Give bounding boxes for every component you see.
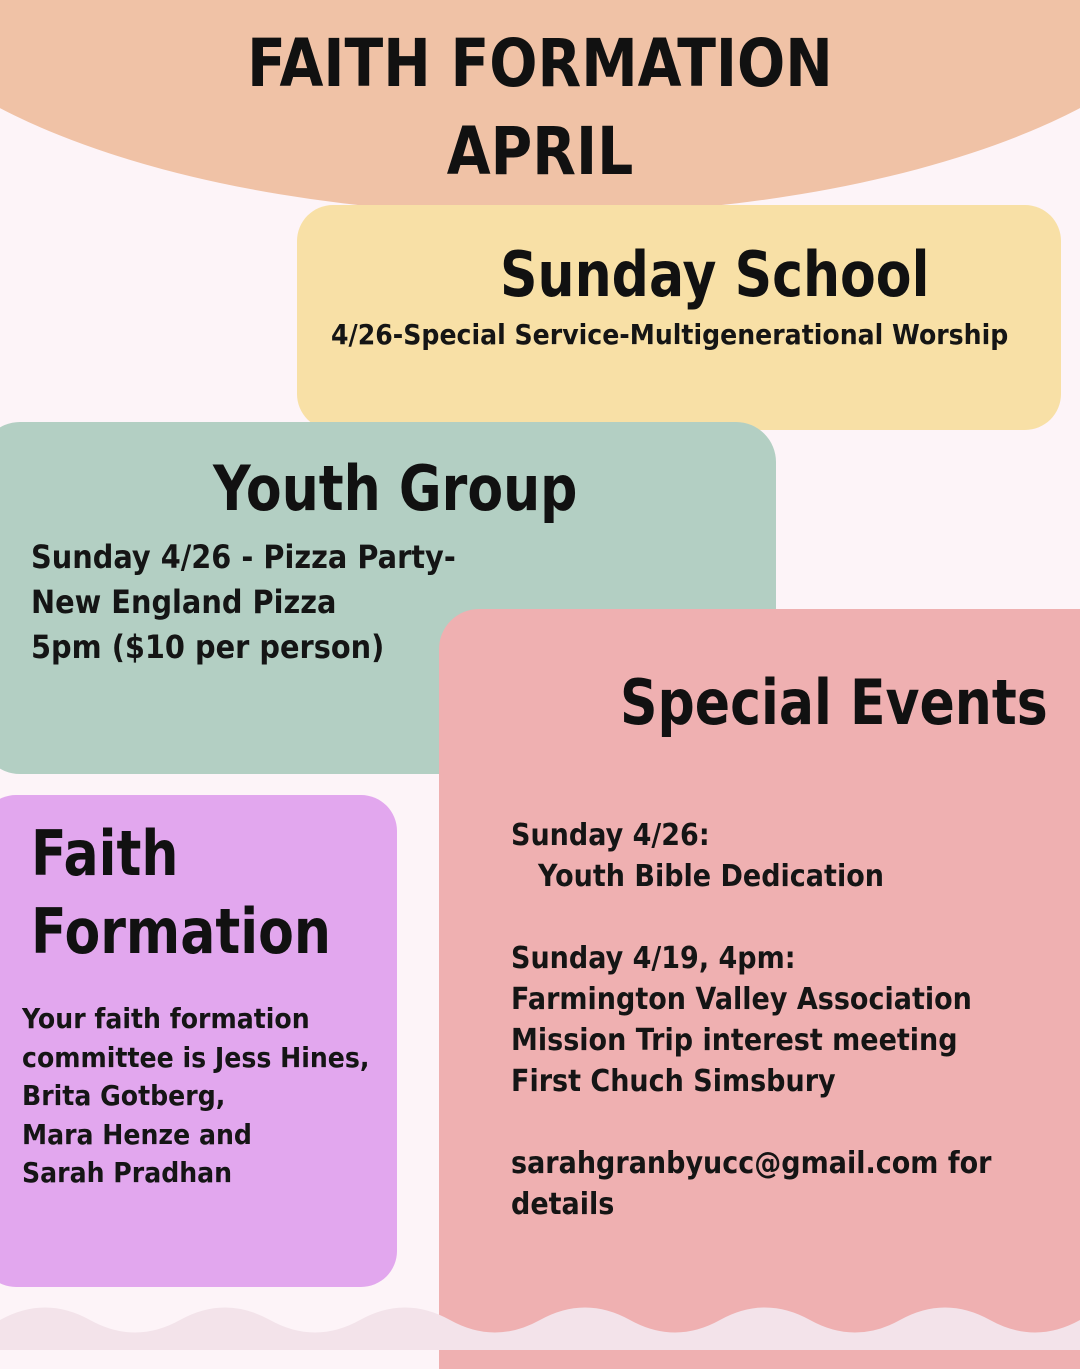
faith-formation-heading-line: Faith	[31, 817, 179, 890]
youth-group-line: Sunday 4/26 - Pizza Party-	[31, 538, 456, 576]
special-events-details	[511, 815, 991, 1225]
event-2-line: First Chuch Simsbury	[511, 1064, 836, 1099]
event-2-line: Farmington Valley Association	[511, 982, 972, 1017]
committee-line: Mara Henze and	[22, 1117, 252, 1151]
event-2-line: Sunday 4/19, 4pm:	[511, 941, 796, 976]
sunday-school-heading: Sunday School	[500, 238, 930, 311]
committee-line: committee is Jess Hines,	[22, 1040, 370, 1074]
committee-line: Your faith formation	[22, 1002, 310, 1035]
faith-formation-heading	[31, 815, 331, 971]
special-events-heading: Special Events	[620, 666, 1048, 739]
contact-line: details	[511, 1187, 615, 1222]
sunday-school-detail: 4/26-Special Service-Multigenerational Worship	[331, 318, 1009, 351]
event-1-date: Sunday 4/26:	[511, 818, 710, 853]
committee-line: Brita Gotberg,	[22, 1079, 226, 1112]
event-1-name: Youth Bible Dedication	[538, 859, 884, 894]
contact-email: sarahgranbyucc@gmail.com for	[511, 1146, 992, 1181]
youth-group-heading: Youth Group	[213, 452, 578, 525]
wave-footer	[0, 1290, 1080, 1350]
faith-formation-committee	[22, 1000, 369, 1193]
committee-line: Sarah Pradhan	[22, 1156, 233, 1189]
page-title	[76, 20, 1005, 196]
youth-group-details	[31, 535, 456, 670]
title-line-1: FAITH FORMATION	[247, 25, 833, 102]
title-line-2: APRIL	[446, 113, 634, 190]
youth-group-line: 5pm ($10 per person)	[31, 628, 385, 666]
event-2-line: Mission Trip interest meeting	[511, 1023, 958, 1058]
faith-formation-heading-line: Formation	[31, 895, 331, 968]
youth-group-line: New England Pizza	[31, 583, 337, 621]
